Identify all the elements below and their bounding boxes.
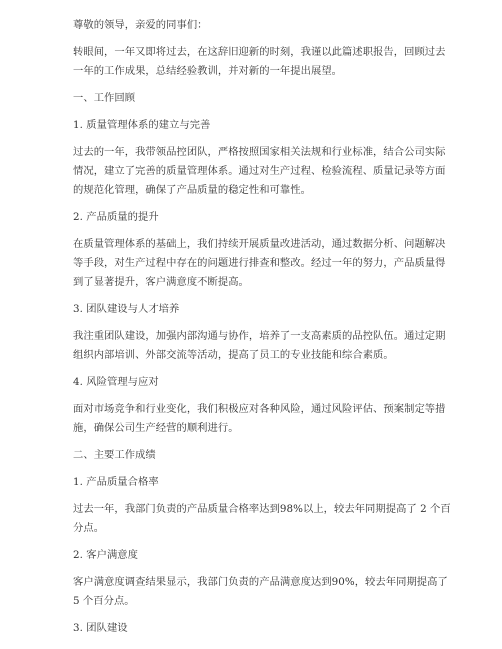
paragraph-line: 客户满意度调查结果显示，我部门负责的产品满意度达到90%，较去年同期提高了: [73, 576, 448, 588]
intro-line: 转眼间，一年又即将过去，在这辞旧迎新的时刻，我谨以此篇述职报告，回顾过去: [73, 46, 446, 58]
section-heading-achievements: 二、主要工作成绩: [73, 449, 156, 461]
paragraph-line: 到了显著提升，客户满意度不断提高。: [73, 276, 249, 288]
paragraph-line: 面对市场竞争和行业变化，我们积极应对各种风险，通过风险评估、预案制定等措: [73, 403, 446, 415]
paragraph-line: 在质量管理体系的基础上，我们持续开展质量改进活动，通过数据分析、问题解决: [73, 238, 446, 250]
item-heading: 4. 风险管理与应对: [73, 376, 159, 388]
paragraph-line: 过去的一年，我带领品控团队，严格按照国家相关法规和行业标准，结合公司实际: [73, 146, 446, 158]
paragraph-line: 5 个百分点。: [73, 595, 135, 607]
paragraph-line: 的规范化管理，确保了产品质量的稳定性和可靠性。: [73, 184, 311, 196]
paragraph-line: 过去一年，我部门负责的产品质量合格率达到98%以上，较去年同期提高了 2 个百: [73, 503, 451, 515]
paragraph-line: 组织内部培训、外部交流等活动，提高了员工的专业技能和综合素质。: [73, 349, 394, 361]
paragraph-line: 等手段，对生产过程中存在的问题进行排查和整改。经过一年的努力，产品质量得: [73, 257, 446, 269]
paragraph-line: 情况，建立了完善的质量管理体系。通过对生产过程、检验流程、质量记录等方面: [73, 165, 446, 177]
item-heading: 1. 产品质量合格率: [73, 476, 159, 488]
item-heading: 1. 质量管理体系的建立与完善: [73, 119, 211, 131]
item-heading: 2. 产品质量的提升: [73, 211, 159, 223]
intro-line: 一年的工作成果，总结经验教训，并对新的一年提出展望。: [73, 65, 343, 77]
greeting: 尊敬的领导，亲爱的同事们：: [73, 19, 208, 31]
paragraph-line: 分点。: [73, 522, 105, 534]
paragraph-line: 施，确保公司生产经营的顺利进行。: [73, 422, 239, 434]
item-heading: 2. 客户满意度: [73, 549, 138, 561]
item-heading: 3. 团队建设与人才培养: [73, 303, 180, 315]
item-heading: 3. 团队建设: [73, 622, 128, 634]
paragraph-line: 我注重团队建设，加强内部沟通与协作，培养了一支高素质的品控队伍。通过定期: [73, 330, 446, 342]
section-heading-review: 一、工作回顾: [73, 92, 136, 104]
